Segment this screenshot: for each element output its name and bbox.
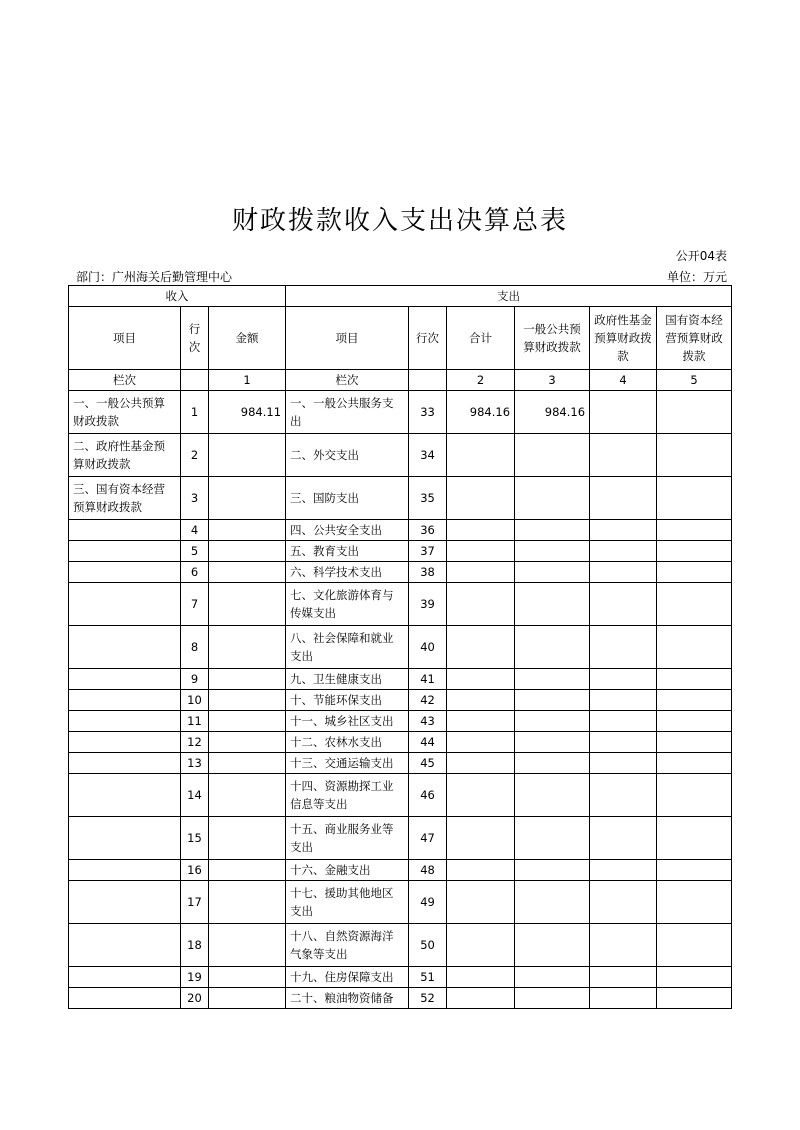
income-item-cell bbox=[69, 541, 181, 562]
expense-total-cell bbox=[447, 583, 515, 626]
income-item-cell bbox=[69, 881, 181, 924]
table-row bbox=[69, 520, 732, 541]
general-budget-cell bbox=[515, 541, 590, 562]
table-row bbox=[69, 434, 732, 477]
gov-fund-cell bbox=[590, 753, 657, 774]
income-item-cell bbox=[69, 817, 181, 860]
expense-row-no-cell: 33 bbox=[409, 391, 447, 434]
income-section-header: 收入 bbox=[69, 286, 286, 307]
income-row-no-cell: 15 bbox=[181, 817, 209, 860]
table-row bbox=[69, 477, 732, 520]
gov-fund-cell bbox=[590, 690, 657, 711]
income-row-no-cell: 17 bbox=[181, 881, 209, 924]
table-row bbox=[69, 881, 732, 924]
general-budget-header: 一般公共预算财政拨款 bbox=[515, 307, 590, 370]
income-item-cell bbox=[69, 924, 181, 967]
page-title: 财政拨款收入支出决算总表 bbox=[231, 206, 568, 236]
gov-fund-cell bbox=[590, 391, 657, 434]
state-capital-cell bbox=[657, 520, 732, 541]
income-item-cell bbox=[69, 774, 181, 817]
column-index-2: 2 bbox=[447, 370, 515, 391]
expense-row-no-header: 行次 bbox=[409, 307, 447, 370]
expense-item-cell: 二十、粮油物资储备 bbox=[286, 988, 409, 1009]
income-item-cell bbox=[69, 690, 181, 711]
income-item-cell: 二、政府性基金预算财政拨款 bbox=[69, 434, 181, 477]
income-row-no-cell: 11 bbox=[181, 711, 209, 732]
gov-fund-header: 政府性基金预算财政拨款 bbox=[590, 307, 657, 370]
expense-item-cell: 九、卫生健康支出 bbox=[286, 669, 409, 690]
expense-item-header: 项目 bbox=[286, 307, 409, 370]
expense-row-no-cell: 45 bbox=[409, 753, 447, 774]
state-capital-cell bbox=[657, 626, 732, 669]
income-amount-cell bbox=[209, 988, 286, 1009]
expense-item-cell: 七、文化旅游体育与传媒支出 bbox=[286, 583, 409, 626]
table-row bbox=[69, 583, 732, 626]
expense-item-cell: 五、教育支出 bbox=[286, 541, 409, 562]
gov-fund-cell bbox=[590, 732, 657, 753]
general-budget-cell bbox=[515, 669, 590, 690]
income-item-cell bbox=[69, 732, 181, 753]
state-capital-cell bbox=[657, 690, 732, 711]
income-row-no-cell: 7 bbox=[181, 583, 209, 626]
gov-fund-cell bbox=[590, 924, 657, 967]
table-row bbox=[69, 690, 732, 711]
expense-total-cell bbox=[447, 562, 515, 583]
gov-fund-cell bbox=[590, 541, 657, 562]
expense-row-no-cell: 40 bbox=[409, 626, 447, 669]
expense-row-no-cell: 44 bbox=[409, 732, 447, 753]
expense-item-cell: 六、科学技术支出 bbox=[286, 562, 409, 583]
state-capital-cell bbox=[657, 988, 732, 1009]
income-item-cell bbox=[69, 753, 181, 774]
expense-row-no-cell: 37 bbox=[409, 541, 447, 562]
expense-row-no-cell: 41 bbox=[409, 669, 447, 690]
table-row bbox=[69, 774, 732, 817]
gov-fund-cell bbox=[590, 860, 657, 881]
expense-item-cell: 十一、城乡社区支出 bbox=[286, 711, 409, 732]
gov-fund-cell bbox=[590, 988, 657, 1009]
expense-total-cell bbox=[447, 434, 515, 477]
table-row bbox=[69, 817, 732, 860]
general-budget-cell bbox=[515, 924, 590, 967]
state-capital-cell bbox=[657, 774, 732, 817]
income-amount-cell bbox=[209, 669, 286, 690]
state-capital-cell bbox=[657, 967, 732, 988]
expense-item-cell: 八、社会保障和就业支出 bbox=[286, 626, 409, 669]
expense-total-cell bbox=[447, 626, 515, 669]
column-index-label: 栏次 bbox=[286, 370, 409, 391]
state-capital-cell bbox=[657, 562, 732, 583]
income-amount-cell bbox=[209, 860, 286, 881]
expense-item-cell: 十三、交通运输支出 bbox=[286, 753, 409, 774]
gov-fund-cell bbox=[590, 562, 657, 583]
income-amount-cell bbox=[209, 967, 286, 988]
expense-total-cell bbox=[447, 669, 515, 690]
income-amount-header: 金额 bbox=[209, 307, 286, 370]
state-capital-header: 国有资本经营预算财政拨款 bbox=[657, 307, 732, 370]
income-row-no-cell: 6 bbox=[181, 562, 209, 583]
general-budget-cell bbox=[515, 711, 590, 732]
income-item-cell bbox=[69, 583, 181, 626]
state-capital-cell bbox=[657, 477, 732, 520]
expense-row-no-cell: 52 bbox=[409, 988, 447, 1009]
expense-row-no-cell: 51 bbox=[409, 967, 447, 988]
income-row-no-cell: 2 bbox=[181, 434, 209, 477]
income-row-no-cell: 1 bbox=[181, 391, 209, 434]
state-capital-cell bbox=[657, 583, 732, 626]
gov-fund-cell bbox=[590, 434, 657, 477]
expense-item-cell: 二、外交支出 bbox=[286, 434, 409, 477]
income-amount-cell bbox=[209, 881, 286, 924]
income-row-no-cell: 18 bbox=[181, 924, 209, 967]
expense-item-cell: 十、节能环保支出 bbox=[286, 690, 409, 711]
income-item-header: 项目 bbox=[69, 307, 181, 370]
state-capital-cell bbox=[657, 817, 732, 860]
expense-row-no-cell: 39 bbox=[409, 583, 447, 626]
gov-fund-cell bbox=[590, 774, 657, 817]
gov-fund-cell bbox=[590, 881, 657, 924]
column-index-label: 栏次 bbox=[69, 370, 181, 391]
expense-item-cell: 十二、农林水支出 bbox=[286, 732, 409, 753]
column-index-5: 5 bbox=[657, 370, 732, 391]
table-row bbox=[69, 753, 732, 774]
income-item-cell bbox=[69, 988, 181, 1009]
general-budget-cell bbox=[515, 881, 590, 924]
income-item-cell: 一、一般公共预算财政拨款 bbox=[69, 391, 181, 434]
income-item-cell bbox=[69, 520, 181, 541]
income-row-no-cell: 20 bbox=[181, 988, 209, 1009]
income-row-no-cell: 5 bbox=[181, 541, 209, 562]
table-row bbox=[69, 626, 732, 669]
table-row bbox=[69, 391, 732, 434]
expense-total-cell: 984.16 bbox=[447, 391, 515, 434]
expense-total-cell bbox=[447, 520, 515, 541]
general-budget-cell bbox=[515, 732, 590, 753]
income-amount-cell: 984.11 bbox=[209, 391, 286, 434]
expense-item-cell: 十四、资源勘探工业信息等支出 bbox=[286, 774, 409, 817]
unit-label: 单位：万元 bbox=[666, 270, 727, 284]
income-amount-cell bbox=[209, 626, 286, 669]
gov-fund-cell bbox=[590, 520, 657, 541]
expense-section-header: 支出 bbox=[286, 286, 732, 307]
state-capital-cell bbox=[657, 881, 732, 924]
income-amount-cell bbox=[209, 774, 286, 817]
income-item-cell bbox=[69, 860, 181, 881]
column-index-blank bbox=[181, 370, 209, 391]
expense-total-cell bbox=[447, 988, 515, 1009]
income-row-no-cell: 10 bbox=[181, 690, 209, 711]
gov-fund-cell bbox=[590, 477, 657, 520]
expense-total-cell bbox=[447, 711, 515, 732]
state-capital-cell bbox=[657, 541, 732, 562]
expense-total-cell bbox=[447, 881, 515, 924]
income-row-no-cell: 16 bbox=[181, 860, 209, 881]
expense-row-no-cell: 50 bbox=[409, 924, 447, 967]
income-amount-cell bbox=[209, 924, 286, 967]
income-item-cell bbox=[69, 626, 181, 669]
state-capital-cell bbox=[657, 924, 732, 967]
expense-row-no-cell: 35 bbox=[409, 477, 447, 520]
expense-total-cell bbox=[447, 860, 515, 881]
state-capital-cell bbox=[657, 391, 732, 434]
general-budget-cell bbox=[515, 753, 590, 774]
expense-item-cell: 一、一般公共服务支出 bbox=[286, 391, 409, 434]
expense-item-cell: 十五、商业服务业等支出 bbox=[286, 817, 409, 860]
general-budget-cell bbox=[515, 583, 590, 626]
general-budget-cell bbox=[515, 477, 590, 520]
expense-row-no-cell: 46 bbox=[409, 774, 447, 817]
column-index-4: 4 bbox=[590, 370, 657, 391]
income-row-no-header: 行次 bbox=[181, 307, 209, 370]
income-row-no-cell: 13 bbox=[181, 753, 209, 774]
table-row bbox=[69, 967, 732, 988]
income-amount-cell bbox=[209, 583, 286, 626]
expense-item-cell: 四、公共安全支出 bbox=[286, 520, 409, 541]
table-row bbox=[69, 988, 732, 1009]
column-index-3: 3 bbox=[515, 370, 590, 391]
general-budget-cell bbox=[515, 860, 590, 881]
state-capital-cell bbox=[657, 860, 732, 881]
expense-item-cell: 十六、金融支出 bbox=[286, 860, 409, 881]
income-amount-cell bbox=[209, 690, 286, 711]
expense-total-cell bbox=[447, 541, 515, 562]
expense-total-cell bbox=[447, 817, 515, 860]
table-row bbox=[69, 924, 732, 967]
department-label: 部门：广州海关后勤管理中心 bbox=[76, 270, 233, 284]
table-row bbox=[69, 732, 732, 753]
table-row bbox=[69, 711, 732, 732]
general-budget-cell: 984.16 bbox=[515, 391, 590, 434]
state-capital-cell bbox=[657, 434, 732, 477]
expense-total-cell bbox=[447, 967, 515, 988]
general-budget-cell bbox=[515, 520, 590, 541]
expense-row-no-cell: 34 bbox=[409, 434, 447, 477]
expense-item-cell: 十七、援助其他地区支出 bbox=[286, 881, 409, 924]
income-row-no-cell: 19 bbox=[181, 967, 209, 988]
general-budget-cell bbox=[515, 817, 590, 860]
expense-item-cell: 十九、住房保障支出 bbox=[286, 967, 409, 988]
gov-fund-cell bbox=[590, 967, 657, 988]
expense-item-cell: 三、国防支出 bbox=[286, 477, 409, 520]
expense-total-cell bbox=[447, 753, 515, 774]
column-index-1: 1 bbox=[209, 370, 286, 391]
state-capital-cell bbox=[657, 669, 732, 690]
expense-total-header: 合计 bbox=[447, 307, 515, 370]
income-item-cell bbox=[69, 967, 181, 988]
state-capital-cell bbox=[657, 732, 732, 753]
income-row-no-cell: 14 bbox=[181, 774, 209, 817]
gov-fund-cell bbox=[590, 583, 657, 626]
income-amount-cell bbox=[209, 562, 286, 583]
income-item-cell bbox=[69, 669, 181, 690]
income-row-no-cell: 9 bbox=[181, 669, 209, 690]
income-row-no-cell: 4 bbox=[181, 520, 209, 541]
income-amount-cell bbox=[209, 753, 286, 774]
table-row bbox=[69, 669, 732, 690]
expense-total-cell bbox=[447, 774, 515, 817]
income-amount-cell bbox=[209, 520, 286, 541]
expense-total-cell bbox=[447, 732, 515, 753]
income-item-cell: 三、国有资本经营预算财政拨款 bbox=[69, 477, 181, 520]
income-amount-cell bbox=[209, 477, 286, 520]
expense-item-cell: 十八、自然资源海洋气象等支出 bbox=[286, 924, 409, 967]
general-budget-cell bbox=[515, 434, 590, 477]
general-budget-cell bbox=[515, 626, 590, 669]
income-amount-cell bbox=[209, 541, 286, 562]
gov-fund-cell bbox=[590, 669, 657, 690]
fiscal-summary-table bbox=[68, 285, 732, 1009]
expense-row-no-cell: 49 bbox=[409, 881, 447, 924]
column-index-blank bbox=[409, 370, 447, 391]
expense-row-no-cell: 47 bbox=[409, 817, 447, 860]
income-row-no-cell: 3 bbox=[181, 477, 209, 520]
expense-total-cell bbox=[447, 924, 515, 967]
income-item-cell bbox=[69, 562, 181, 583]
general-budget-cell bbox=[515, 988, 590, 1009]
state-capital-cell bbox=[657, 711, 732, 732]
income-amount-cell bbox=[209, 711, 286, 732]
expense-row-no-cell: 42 bbox=[409, 690, 447, 711]
income-amount-cell bbox=[209, 817, 286, 860]
expense-row-no-cell: 48 bbox=[409, 860, 447, 881]
general-budget-cell bbox=[515, 690, 590, 711]
general-budget-cell bbox=[515, 774, 590, 817]
gov-fund-cell bbox=[590, 626, 657, 669]
income-row-no-cell: 12 bbox=[181, 732, 209, 753]
income-amount-cell bbox=[209, 434, 286, 477]
state-capital-cell bbox=[657, 753, 732, 774]
income-amount-cell bbox=[209, 732, 286, 753]
expense-row-no-cell: 36 bbox=[409, 520, 447, 541]
expense-row-no-cell: 38 bbox=[409, 562, 447, 583]
table-row bbox=[69, 562, 732, 583]
table-row bbox=[69, 541, 732, 562]
general-budget-cell bbox=[515, 967, 590, 988]
gov-fund-cell bbox=[590, 711, 657, 732]
expense-row-no-cell: 43 bbox=[409, 711, 447, 732]
expense-total-cell bbox=[447, 690, 515, 711]
general-budget-cell bbox=[515, 562, 590, 583]
income-item-cell bbox=[69, 711, 181, 732]
table-row bbox=[69, 860, 732, 881]
income-row-no-cell: 8 bbox=[181, 626, 209, 669]
expense-total-cell bbox=[447, 477, 515, 520]
gov-fund-cell bbox=[590, 817, 657, 860]
form-number: 公开04表 bbox=[675, 249, 727, 263]
